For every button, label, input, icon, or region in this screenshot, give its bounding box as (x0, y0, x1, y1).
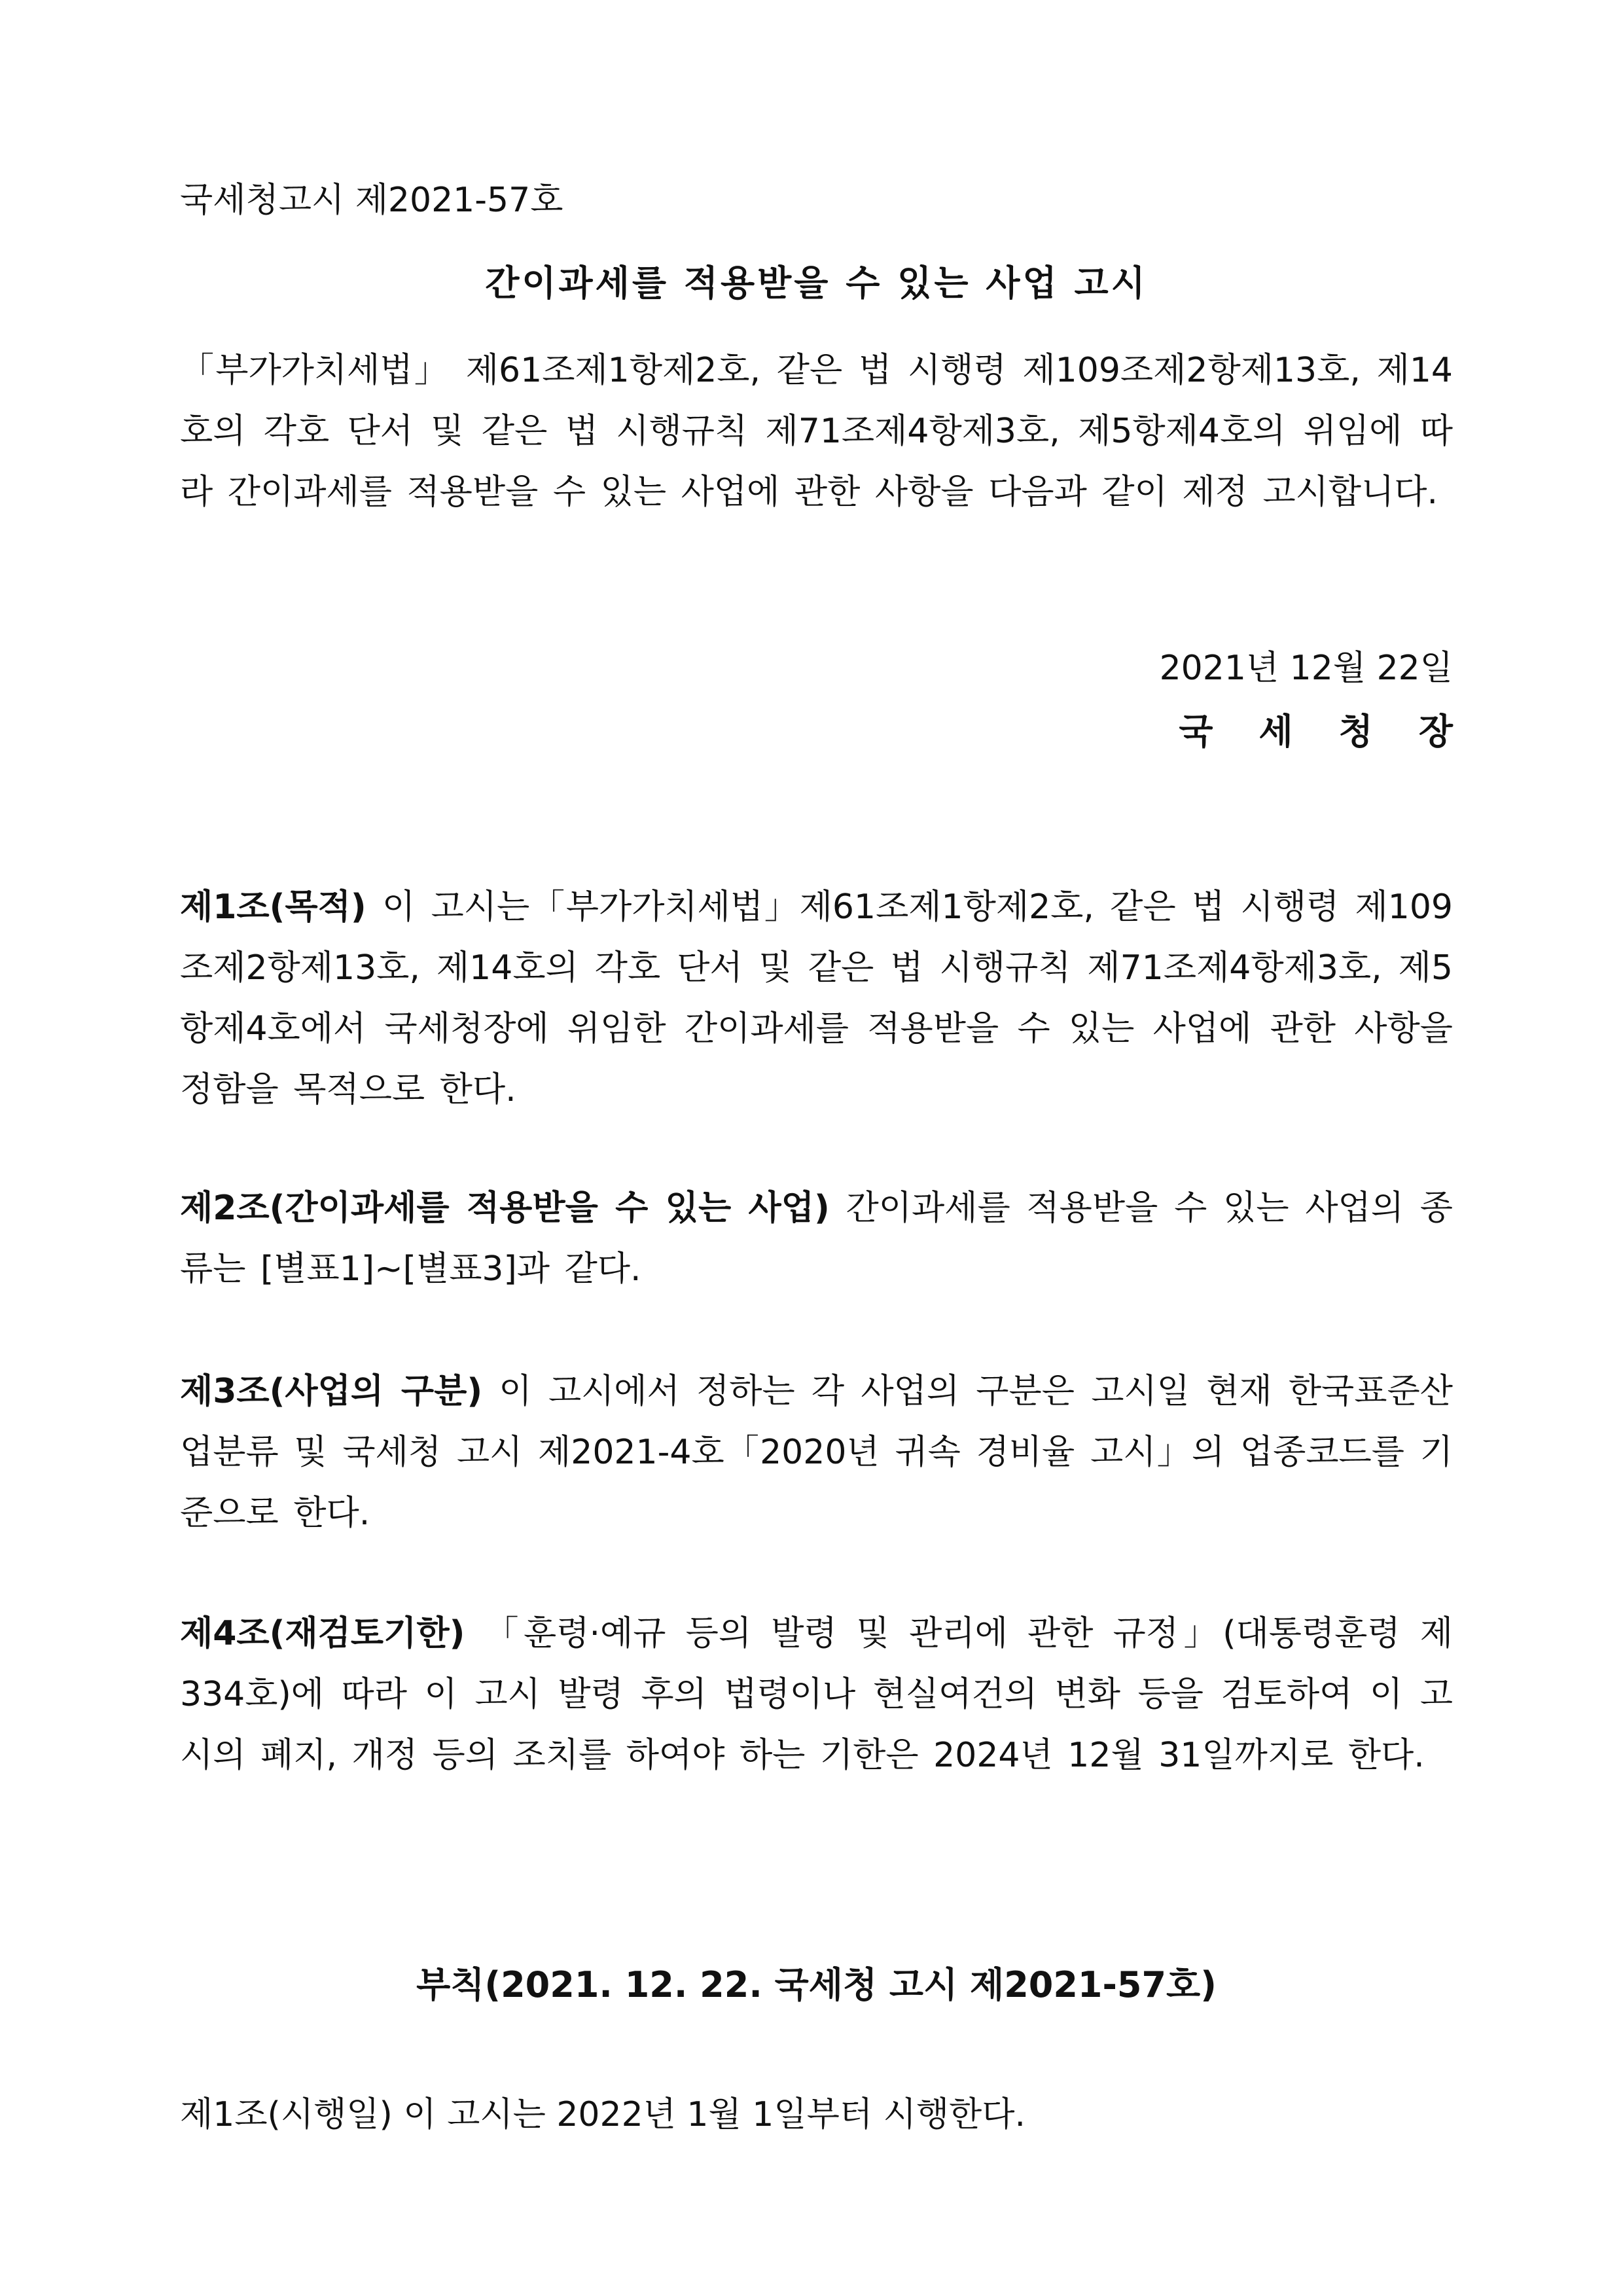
article-1 (180, 877, 1453, 1121)
article-3-heading: 제3조(사업의 구분) (180, 1372, 483, 1411)
issuer-name: 국세청장 (1179, 711, 1499, 752)
article-2-body: 간이과세를 적용받을 수 있는 사업의 종류는 [별표1]∼[별표3]과 같다. (180, 1189, 1454, 1289)
notice-number: 국세청고시 제2021-57호 (180, 181, 563, 220)
article-2 (180, 1178, 1453, 1300)
article-3-body: 이 고시에서 정하는 각 사업의 구분은 고시일 현재 한국표준산업분류 및 국세청 고시 제2021-4호「2020년 귀속 경비율 고시」의 업종코드를 기준으로 한다. (180, 1372, 1453, 1533)
document-title: 간이과세를 적용받을 수 있는 사업 고시 (485, 262, 1148, 304)
article-4 (180, 1604, 1453, 1786)
article-1-heading: 제1조(목적) (180, 888, 366, 927)
issue-date: 2021년 12월 22일 (1159, 649, 1453, 688)
article-1-body: 이 고시는「부가가치세법」제61조제1항제2호, 같은 법 시행령 제109조제2항제13호, 제14호의 각호 단서 및 같은 법 시행규칙 제71조제4항제3호, 제5항제4호에서 국세청장에 위임한 간이과세를 적용받을 수 있는 사업에 관한 사항을 정함을 목적으로 한다. (180, 888, 1454, 1109)
intro-paragraph: 「부가가치세법」 제61조제1항제2호, 같은 법 시행령 제109조제2항제13호, 제14호의 각호 단서 및 같은 법 시행규칙 제71조제4항제3호, 제5항제4호의 위임에 따라 간이과세를 적용받을 수 있는 사업에 관한 사항을 다음과 같이 제정 고시합니다. (180, 351, 1453, 512)
article-3 (180, 1361, 1453, 1544)
article-4-body: 「훈령·예규 등의 발령 및 관리에 관한 규정」(대통령훈령 제334호)에 따라 이 고시 발령 후의 법령이나 현실여건의 변화 등을 검토하여 이 고시의 폐지, 개정 등의 조치를 하여야 하는 기한은 2024년 12월 31일까지로 한다. (180, 1614, 1453, 1775)
supplementary-article: 제1조(시행일) 이 고시는 2022년 1월 1일부터 시행한다. (180, 2095, 1026, 2134)
supplementary-title: 부칙(2021. 12. 22. 국세청 고시 제2021-57호) (416, 1964, 1217, 2005)
article-2-heading: 제2조(간이과세를 적용받을 수 있는 사업) (180, 1189, 830, 1228)
article-4-heading: 제4조(재검토기한) (180, 1614, 465, 1653)
